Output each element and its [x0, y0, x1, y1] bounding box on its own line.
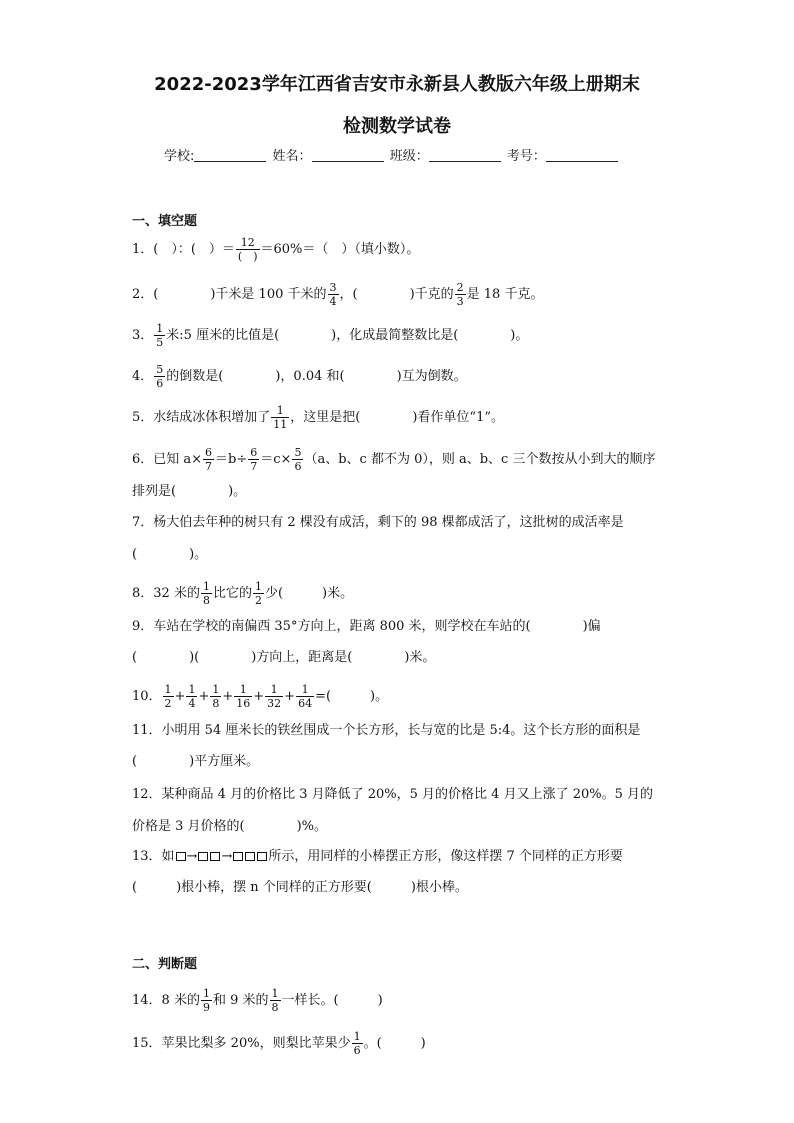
question-1: 1．( ）：( ）＝ $\frac{12}{( )}$ ＝60%＝（ ）（填小数）。	[132, 236, 420, 263]
question-4: 4． $\frac{5}{6}$ 的倒数是( )，0.04 和( )互为倒数。	[132, 363, 467, 390]
fraction: $\frac{1}{8}$	[202, 580, 210, 607]
plus-sign: +	[198, 689, 210, 704]
fraction: $\frac{1}{11}$	[273, 404, 288, 431]
question-13-line2: ( )根小棒，摆 n 个同样的正方形要( )根小棒。	[132, 880, 468, 895]
question-3: 3． $\frac{1}{5}$ 米:5 厘米的比值是( )，化成最简整数比是( )。	[132, 322, 529, 349]
fraction: $\frac{1}{9}$	[202, 987, 210, 1014]
question-8: 8．32 米的 $\frac{1}{8}$ 比它的 $\frac{1}{2}$ 少( )米。	[132, 580, 354, 607]
fraction: $\frac{1}{2}$	[254, 580, 262, 607]
question-13: 13．如 → → 所示，用同样的小棒摆正方形，像这样摆 7 个同样的正方形要	[132, 849, 623, 864]
square-figure-icon	[176, 852, 186, 861]
question-6-line2: 排列是( )。	[132, 484, 247, 499]
number-label: 考号：	[506, 149, 546, 164]
question-12-line2: 价格是 3 月价格的( )%。	[132, 819, 328, 834]
school-blank[interactable]	[194, 147, 266, 162]
fraction: $\frac{1}{16}$	[236, 683, 251, 710]
question-9-line2: ( )( )方向上，距离是( )米。	[132, 650, 436, 665]
question-9: 9．车站在学校的南偏西 35°方向上，距离 800 米，则学校在车站的( )偏	[132, 619, 601, 634]
section-fill-in-heading: 一、填空题	[132, 214, 198, 229]
plus-sign: +	[174, 689, 186, 704]
question-11: 11．小明用 54 厘米长的铁丝围成一个长方形，长与宽的比是 5:4。这个长方形的面积是	[132, 723, 641, 738]
fraction: $\frac{6}{7}$	[205, 446, 213, 473]
question-5: 5．水结成冰体积增加了 $\frac{1}{11}$ ，这里是把( )看作单位“1”。	[132, 404, 504, 431]
square-figure-icon	[210, 852, 220, 861]
square-figure-icon	[233, 852, 243, 861]
fraction: $\frac{1}{64}$	[298, 683, 313, 710]
fraction: $\frac{12}{( )}$	[237, 236, 258, 263]
class-label: 班级：	[389, 149, 429, 164]
fraction: $\frac{1}{5}$	[156, 322, 164, 349]
school-label: 学校:	[164, 149, 195, 164]
class-blank[interactable]	[429, 147, 501, 162]
question-7-line2: ( )。	[132, 547, 208, 562]
fraction: $\frac{2}{3}$	[456, 281, 464, 308]
question-6: 6．已知 a× $\frac{6}{7}$ ＝b÷ $\frac{6}{7}$ ＝c× $\frac{5}{6}$ （a、b、c 都不为 0），则 a、b、c 三个数按从小到大的顺序	[132, 446, 656, 473]
plus-sign: +	[222, 689, 234, 704]
fraction: $\frac{1}{8}$	[271, 987, 279, 1014]
fraction: $\frac{1}{8}$	[212, 683, 220, 710]
fraction: $\frac{5}{6}$	[294, 446, 302, 473]
fraction: $\frac{1}{6}$	[353, 1030, 361, 1057]
name-label: 姓名：	[272, 149, 312, 164]
fraction: $\frac{5}{6}$	[156, 363, 164, 390]
question-2: 2．( )千米是 100 千米的 $\frac{3}{4}$ ，( )千克的 $\frac{2}{3}$ 是 18 千克。	[132, 281, 544, 308]
section-judge-heading: 二、判断题	[132, 957, 198, 972]
square-figure-icon	[257, 852, 267, 861]
question-7: 7．杨大伯去年种的树只有 2 棵没有成活，剩下的 98 棵都成活了，这批树的成活率是	[132, 515, 624, 530]
plus-sign: +	[284, 689, 296, 704]
name-blank[interactable]	[312, 147, 384, 162]
fraction: $\frac{3}{4}$	[329, 281, 337, 308]
question-15: 15．苹果比梨多 20%，则梨比苹果少 $\frac{1}{6}$ 。( )	[132, 1030, 426, 1057]
question-14: 14．8 米的 $\frac{1}{9}$ 和 9 米的 $\frac{1}{8}$ 一样长。( )	[132, 987, 383, 1014]
plus-sign: +	[253, 689, 265, 704]
square-figure-icon	[198, 852, 208, 861]
question-11-line2: ( )平方厘米。	[132, 754, 260, 769]
student-info-row	[162, 145, 618, 164]
number-blank[interactable]	[546, 147, 618, 162]
square-figure-icon	[245, 852, 255, 861]
fraction: $\frac{1}{32}$	[267, 683, 282, 710]
exam-title-line1: 2022-2023学年江西省吉安市永新县人教版六年级上册期末	[154, 74, 640, 95]
fraction: $\frac{1}{2}$	[164, 683, 172, 710]
question-12: 12．某种商品 4 月的价格比 3 月降低了 20%，5 月的价格比 4 月又上涨了 20%。5 月的	[132, 787, 654, 802]
question-10: 10． $\frac{1}{2}$ + $\frac{1}{4}$ + $\frac{1}{8}$ + $\frac{1}{16}$ + $\frac{1}{32}$ + $\frac{1}{64}$ =( )。	[132, 683, 389, 710]
fraction: $\frac{1}{4}$	[188, 683, 196, 710]
fraction: $\frac{6}{7}$	[250, 446, 258, 473]
exam-title-line2: 检测数学试卷	[343, 116, 451, 137]
